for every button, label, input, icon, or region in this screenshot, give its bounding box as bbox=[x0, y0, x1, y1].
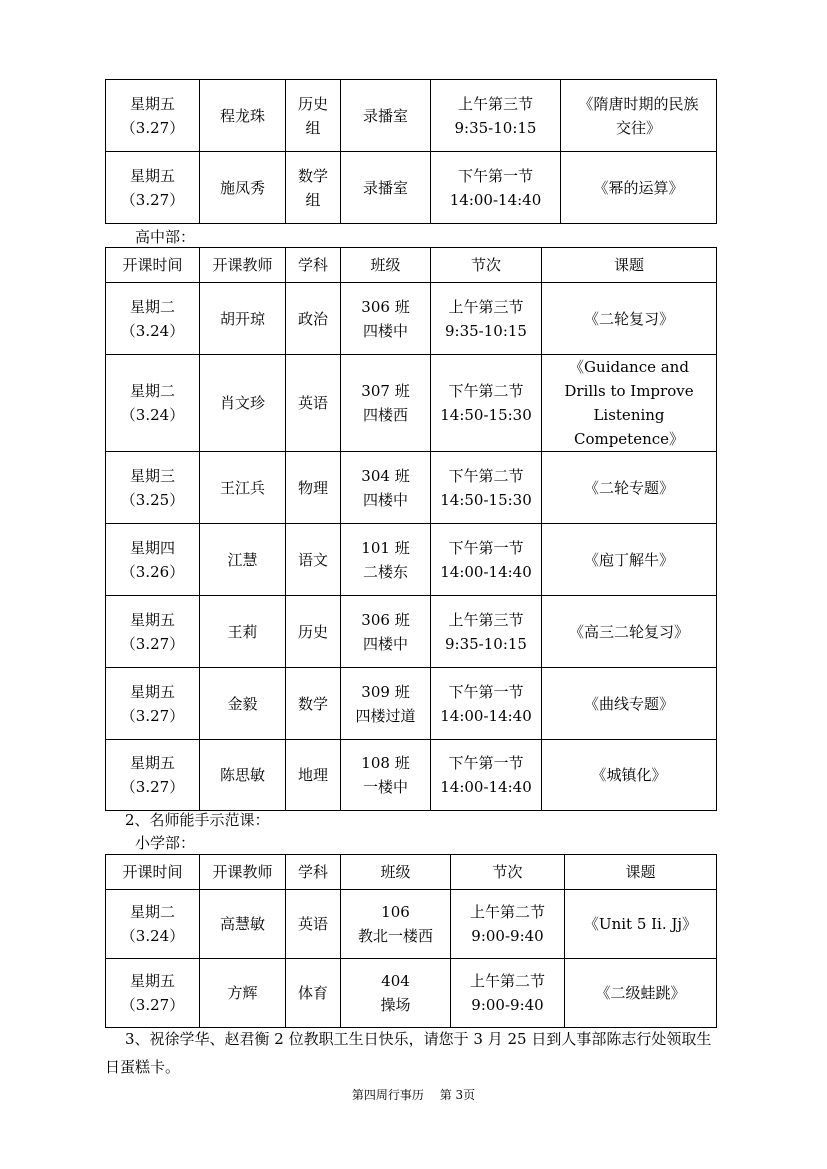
period-cell-line: 9:00-9:40 bbox=[471, 927, 544, 945]
subject-cell-line: 物理 bbox=[297, 478, 328, 497]
teacher-cell bbox=[200, 152, 286, 224]
topic-cell bbox=[565, 959, 717, 1028]
class-cell-line: 四楼西 bbox=[362, 406, 408, 424]
date-cell-line: （3.27） bbox=[120, 190, 185, 209]
topic-cell bbox=[565, 890, 717, 959]
teacher-cell bbox=[200, 355, 286, 452]
table-row bbox=[106, 959, 717, 1028]
period-cell bbox=[431, 283, 542, 355]
table-row bbox=[106, 452, 717, 524]
date-cell bbox=[106, 152, 200, 224]
subject-cell bbox=[286, 740, 341, 811]
column-header-line: 班级 bbox=[370, 256, 401, 274]
topic-cell bbox=[542, 452, 717, 524]
date-cell-line: 星期二 bbox=[129, 903, 175, 921]
date-cell bbox=[106, 355, 200, 452]
class-cell-line: 二楼东 bbox=[362, 562, 408, 581]
high-school-schedule-table bbox=[105, 247, 717, 811]
subject-cell-line: 英语 bbox=[297, 915, 328, 933]
topic-cell-line: 《城镇化》 bbox=[591, 766, 667, 784]
table-row bbox=[106, 152, 717, 224]
topic-cell bbox=[561, 80, 717, 152]
period-cell-line: 上午第三节 bbox=[457, 94, 533, 113]
date-cell-line: （3.27） bbox=[120, 634, 185, 653]
table-row bbox=[106, 80, 717, 152]
topic-cell bbox=[561, 152, 717, 224]
class-cell-line: 四楼中 bbox=[362, 634, 408, 653]
group-line: 组 bbox=[305, 190, 321, 209]
room-cell-line: 录播室 bbox=[362, 178, 408, 197]
class-cell-line: 306 班 bbox=[361, 610, 410, 629]
teacher-cell-line: 程龙珠 bbox=[219, 106, 265, 125]
table-row bbox=[106, 740, 717, 811]
period-cell-line: 上午第三节 bbox=[448, 610, 524, 629]
class-cell bbox=[341, 283, 431, 355]
footer-title: 第四周行事历 bbox=[351, 1088, 424, 1102]
date-cell-line: 星期五 bbox=[129, 94, 175, 113]
column-header-line: 开课教师 bbox=[212, 863, 273, 881]
period-cell-line: 9:00-9:40 bbox=[471, 996, 544, 1014]
subject-cell-line: 语文 bbox=[297, 550, 328, 569]
subject-cell bbox=[286, 668, 341, 740]
teacher-cell bbox=[200, 740, 286, 811]
column-header-line: 开课时间 bbox=[122, 863, 183, 881]
table-header-row bbox=[106, 248, 717, 283]
class-cell bbox=[341, 596, 431, 668]
period-cell-line: 下午第一节 bbox=[448, 538, 524, 557]
date-cell bbox=[106, 959, 200, 1028]
column-header-line: 学科 bbox=[297, 256, 328, 274]
subject-cell-line: 数学 bbox=[297, 694, 328, 713]
table-row bbox=[106, 524, 717, 596]
date-cell-line: 星期五 bbox=[129, 610, 175, 629]
teacher-cell bbox=[200, 596, 286, 668]
date-cell-line: 星期五 bbox=[129, 972, 175, 990]
page-footer bbox=[0, 1086, 827, 1103]
teacher-cell-line: 肖文珍 bbox=[219, 394, 265, 412]
column-header-line: 班级 bbox=[380, 863, 411, 881]
subject-cell bbox=[286, 959, 341, 1028]
period-cell bbox=[451, 959, 565, 1028]
group-cell bbox=[286, 80, 341, 152]
class-cell bbox=[341, 959, 451, 1028]
class-cell bbox=[341, 890, 451, 959]
date-cell-line: 星期五 bbox=[129, 166, 175, 185]
period-cell bbox=[431, 524, 542, 596]
subject-cell-line: 政治 bbox=[297, 309, 328, 328]
class-cell bbox=[341, 452, 431, 524]
table-row bbox=[106, 668, 717, 740]
period-cell-line: 14:00-14:40 bbox=[440, 706, 532, 725]
period-cell-line: 上午第三节 bbox=[448, 297, 524, 316]
period-cell-line: 14:00-14:40 bbox=[449, 190, 542, 209]
table-row bbox=[106, 596, 717, 668]
column-header-line: 课题 bbox=[613, 256, 644, 274]
period-cell-line: 上午第二节 bbox=[469, 903, 545, 921]
high-school-label: 高中部： bbox=[135, 228, 196, 246]
subject-cell-line: 体育 bbox=[297, 984, 328, 1002]
teacher-cell-line: 陈思敏 bbox=[219, 766, 265, 784]
column-header bbox=[542, 248, 717, 283]
teacher-cell-line: 王江兵 bbox=[219, 478, 265, 497]
teacher-cell bbox=[200, 959, 286, 1028]
date-cell-line: （3.24） bbox=[120, 406, 185, 424]
table-header-row bbox=[106, 855, 717, 890]
column-header bbox=[451, 855, 565, 890]
teacher-cell bbox=[200, 668, 286, 740]
date-cell-line: （3.25） bbox=[120, 490, 185, 509]
date-cell bbox=[106, 524, 200, 596]
period-cell-line: 下午第一节 bbox=[448, 754, 524, 772]
teacher-cell-line: 胡开琼 bbox=[219, 309, 265, 328]
topic-line: 《隋唐时期的民族 bbox=[578, 94, 699, 113]
period-cell bbox=[451, 890, 565, 959]
teacher-cell-line: 方辉 bbox=[227, 984, 258, 1002]
class-cell-line: 四楼过道 bbox=[355, 706, 416, 725]
class-cell-line: 四楼中 bbox=[362, 321, 408, 340]
column-header bbox=[565, 855, 717, 890]
column-header-line: 节次 bbox=[492, 863, 523, 881]
date-cell bbox=[106, 283, 200, 355]
birthday-notice: 3、祝徐学华、赵君衡 2 位教职工生日快乐，请您于 3 月 25 日到人事部陈志行处领取生日蛋糕卡。 bbox=[105, 1030, 712, 1076]
topic-cell-line: 《Unit 5 Ii. Jj》 bbox=[583, 915, 698, 933]
period-cell-line: 下午第一节 bbox=[457, 166, 533, 185]
period-cell-line: 14:50-15:30 bbox=[440, 490, 532, 509]
section-2-heading: 2、名师能手示范课： bbox=[125, 811, 270, 829]
period-cell bbox=[431, 740, 542, 811]
footer-page-number: 第 3页 bbox=[439, 1088, 476, 1102]
group-line: 历史 bbox=[297, 94, 328, 113]
subject-cell bbox=[286, 524, 341, 596]
date-cell-line: （3.27） bbox=[120, 996, 185, 1014]
date-cell-line: （3.27） bbox=[120, 706, 185, 725]
subject-cell bbox=[286, 355, 341, 452]
topic-cell-line: 《Guidance and Drills to Improve Listening Competence》 bbox=[564, 358, 694, 448]
class-cell-line: 教北一楼西 bbox=[357, 927, 433, 945]
class-cell-line: 101 班 bbox=[361, 538, 410, 557]
primary-school-label: 小学部： bbox=[135, 834, 196, 852]
period-cell-line: 上午第二节 bbox=[469, 972, 545, 990]
class-cell bbox=[341, 740, 431, 811]
topic-cell-line: 《庖丁解牛》 bbox=[583, 550, 674, 569]
date-cell-line: 星期四 bbox=[129, 538, 175, 557]
class-cell bbox=[341, 668, 431, 740]
date-cell-line: 星期五 bbox=[129, 682, 175, 701]
teacher-cell bbox=[200, 80, 286, 152]
date-cell-line: 星期二 bbox=[129, 382, 175, 400]
class-cell-line: 108 班 bbox=[361, 754, 410, 772]
class-cell bbox=[341, 524, 431, 596]
room-cell-line: 录播室 bbox=[362, 106, 408, 125]
date-cell bbox=[106, 740, 200, 811]
date-cell bbox=[106, 668, 200, 740]
topic-cell-line: 《二轮专题》 bbox=[583, 478, 674, 497]
column-header bbox=[341, 855, 451, 890]
subject-cell-line: 地理 bbox=[297, 766, 328, 784]
teacher-cell-line: 江慧 bbox=[227, 550, 258, 569]
topic-cell bbox=[542, 596, 717, 668]
period-cell bbox=[431, 355, 542, 452]
column-header bbox=[106, 248, 200, 283]
subject-cell bbox=[286, 452, 341, 524]
period-cell bbox=[431, 668, 542, 740]
period-cell-line: 下午第二节 bbox=[448, 382, 524, 400]
period-cell-line: 9:35-10:15 bbox=[445, 634, 527, 653]
table-row bbox=[106, 283, 717, 355]
period-cell bbox=[431, 596, 542, 668]
subject-cell-line: 英语 bbox=[297, 394, 328, 412]
table-row bbox=[106, 890, 717, 959]
topic-line: 交往》 bbox=[615, 118, 661, 137]
middle-school-schedule-table bbox=[105, 79, 717, 224]
period-cell bbox=[431, 80, 561, 152]
column-header-line: 课题 bbox=[625, 863, 656, 881]
topic-cell bbox=[542, 524, 717, 596]
class-cell-line: 304 班 bbox=[361, 466, 410, 485]
topic-cell bbox=[542, 283, 717, 355]
date-cell bbox=[106, 596, 200, 668]
class-cell-line: 309 班 bbox=[361, 682, 410, 701]
teacher-cell-line: 施凤秀 bbox=[219, 178, 265, 197]
column-header bbox=[106, 855, 200, 890]
column-header bbox=[200, 855, 286, 890]
topic-cell-line: 《高三二轮复习》 bbox=[568, 622, 689, 641]
date-cell bbox=[106, 452, 200, 524]
column-header-line: 开课时间 bbox=[122, 256, 183, 274]
subject-cell-line: 历史 bbox=[297, 622, 328, 641]
table-row bbox=[106, 355, 717, 452]
date-cell-line: 星期三 bbox=[129, 466, 175, 485]
date-cell-line: （3.24） bbox=[120, 927, 185, 945]
class-cell-line: 一楼中 bbox=[362, 778, 408, 796]
teacher-cell bbox=[200, 452, 286, 524]
period-cell-line: 14:00-14:40 bbox=[440, 778, 532, 796]
period-cell bbox=[431, 452, 542, 524]
topic-cell bbox=[542, 668, 717, 740]
column-header bbox=[200, 248, 286, 283]
topic-cell-line: 《曲线专题》 bbox=[583, 694, 674, 713]
column-header bbox=[286, 855, 341, 890]
column-header-line: 节次 bbox=[470, 256, 501, 274]
teacher-cell-line: 王莉 bbox=[227, 622, 258, 641]
teacher-cell-line: 高慧敏 bbox=[219, 915, 265, 933]
class-cell-line: 四楼中 bbox=[362, 490, 408, 509]
teacher-cell bbox=[200, 283, 286, 355]
period-cell-line: 14:00-14:40 bbox=[440, 562, 532, 581]
topic-cell-line: 《二级蛙跳》 bbox=[595, 984, 686, 1002]
class-cell-line: 操场 bbox=[380, 996, 411, 1014]
teacher-cell bbox=[200, 890, 286, 959]
subject-cell bbox=[286, 283, 341, 355]
class-cell-line: 106 bbox=[381, 903, 410, 921]
topic-line: 《幂的运算》 bbox=[593, 178, 684, 197]
group-line: 数学 bbox=[297, 166, 328, 185]
date-cell-line: （3.27） bbox=[120, 118, 185, 137]
teacher-cell bbox=[200, 524, 286, 596]
date-cell bbox=[106, 890, 200, 959]
date-cell bbox=[106, 80, 200, 152]
period-cell-line: 下午第一节 bbox=[448, 682, 524, 701]
primary-school-schedule-table bbox=[105, 854, 717, 1028]
column-header bbox=[286, 248, 341, 283]
period-cell-line: 9:35-10:15 bbox=[445, 321, 527, 340]
column-header-line: 开课教师 bbox=[212, 256, 273, 274]
date-cell-line: 星期五 bbox=[129, 754, 175, 772]
column-header bbox=[341, 248, 431, 283]
room-cell bbox=[341, 152, 431, 224]
class-cell-line: 306 班 bbox=[361, 297, 410, 316]
group-line: 组 bbox=[305, 118, 321, 137]
date-cell-line: （3.26） bbox=[120, 562, 185, 581]
subject-cell bbox=[286, 890, 341, 959]
teacher-cell-line: 金毅 bbox=[227, 694, 258, 713]
class-cell-line: 307 班 bbox=[361, 382, 410, 400]
period-cell-line: 14:50-15:30 bbox=[440, 406, 532, 424]
period-cell bbox=[431, 152, 561, 224]
column-header-line: 学科 bbox=[297, 863, 328, 881]
date-cell-line: （3.24） bbox=[120, 321, 185, 340]
column-header bbox=[431, 248, 542, 283]
topic-cell bbox=[542, 740, 717, 811]
group-cell bbox=[286, 152, 341, 224]
subject-cell bbox=[286, 596, 341, 668]
period-cell-line: 下午第二节 bbox=[448, 466, 524, 485]
class-cell bbox=[341, 355, 431, 452]
period-cell-line: 9:35-10:15 bbox=[454, 118, 537, 137]
date-cell-line: 星期二 bbox=[129, 297, 175, 316]
topic-cell bbox=[542, 355, 717, 452]
date-cell-line: （3.27） bbox=[120, 778, 185, 796]
class-cell-line: 404 bbox=[381, 972, 410, 990]
room-cell bbox=[341, 80, 431, 152]
topic-cell-line: 《二轮复习》 bbox=[583, 309, 674, 328]
